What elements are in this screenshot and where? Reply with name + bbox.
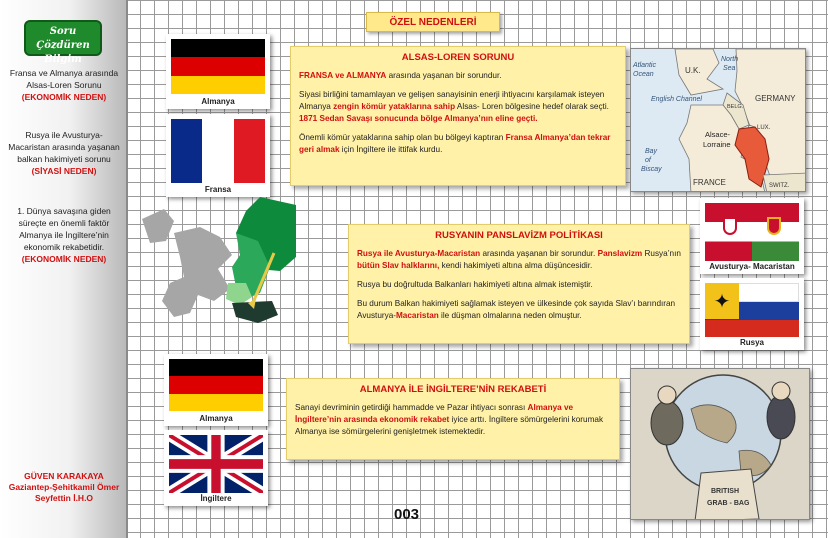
flag-caption-austria-hungary: Avusturya- Macaristan [709,262,795,271]
svg-text:Lorraine: Lorraine [703,140,731,149]
section-alsace-p2: Siyasi birliğini tamamlayan ve gelişen sanayisinin enerji ihtiyacını karşılamak isteyen Almanya zengin kömür yataklarına sahip Alsas- Loren bölgesine hedef olarak seçti. 1871 Sedan Savaşı sonucunda bölge Almanya’nın eline geçti. [299,90,609,123]
flag-card-russia [700,278,804,350]
section-rivalry [286,378,620,460]
section-rivalry-heading: ALMANYA İLE İNGİLTERE’NİN REKABETİ [359,384,547,395]
svg-text:Ocean: Ocean [633,71,654,78]
europe-balkans-map-graphic [140,197,296,337]
political-cartoon [630,368,810,520]
svg-text:BRITISH: BRITISH [711,488,739,495]
svg-text:BELG.: BELG. [727,104,744,110]
author-credit: GÜVEN KARAKAYA Gaziantep-Şehitkamil Ömer Seyfettin İ.H.O [8,471,120,503]
section-panslavism-p3: Bu durum Balkan hakimiyeti sağlamak isteyen ve ülkesinde çok sayıda Slav’ı barındıran Avusturya-Macaristan ile düşman olmalarına neden olmuştur. [357,299,676,320]
flag-caption-russia: Rusya [739,338,764,347]
sidebar-note-alsace-text: Fransa ve Almanya arasında Alsas-Loren Sorunu [9,68,119,90]
svg-text:Biscay: Biscay [641,166,662,173]
flag-caption-france: Fransa [204,185,232,194]
logo-line1: Soru Çözdüren [36,26,90,51]
sidebar [0,0,128,538]
svg-text:SWITZ.: SWITZ. [769,183,790,189]
section-alsace-p3: Önemli kömür yataklarına sahip olan bu bölgeyi kaptıran Fransa Almanya’dan tekrar geri almak için İngiltere ile ittifak kurdu. [299,133,611,154]
sidebar-note-rivalry-reason: (EKONOMİK NEDEN) [21,254,107,264]
svg-text:LUX.: LUX. [757,125,771,131]
svg-text:GRAB - BAG: GRAB - BAG [707,500,750,507]
double-eagle-icon: ✦ [705,283,739,319]
section-alsace-heading: ALSAS-LOREN SORUNU [401,52,515,63]
sidebar-note-rivalry [8,205,120,265]
logo-line2: Bilgim [44,54,82,65]
svg-text:Sea: Sea [723,65,736,72]
germany-flag-icon [169,359,263,411]
flag-card-germany-2 [164,354,268,426]
page-title: ÖZEL NEDENLERİ [366,12,500,32]
flag-caption-germany-1: Almanya [201,97,235,106]
union-jack-flag-icon [169,435,263,493]
russia-flag-icon [705,283,799,337]
alsace-lorraine-map [630,48,806,192]
sidebar-note-balkan-text: Rusya ile Avusturya-Macaristan arasında yaşanan balkan hakimiyeti sorunu [8,130,120,164]
sidebar-note-rivalry-text: 1. Dünya savaşına giden süreçte en önemli faktör Almanya ile İngiltere’nin ekonomik rekabetidir. [17,206,111,252]
flag-card-france [166,114,270,197]
svg-text:North: North [721,56,739,63]
logo [24,20,102,65]
svg-text:FRANCE: FRANCE [693,178,726,187]
sidebar-note-balkan-reason: (SİYASİ NEDEN) [31,166,97,176]
alsace-lorraine-map-graphic [631,49,806,192]
section-alsace-lorraine [290,46,626,186]
section-panslavism-p1: Rusya ile Avusturya-Macaristan arasında yaşanan bir sorundur. Panslavizm Rusya’nın bütün Slav halklarını, kendi hakimiyeti altına alma düşüncesidir. [357,249,681,270]
svg-text:GERMANY: GERMANY [755,94,796,103]
section-alsace-p1: FRANSA ve ALMANYA arasında yaşanan bir sorundur. [299,71,502,80]
svg-text:Atlantic: Atlantic [633,62,656,69]
flag-caption-england: İngiltere [200,494,232,503]
section-panslavism [348,224,690,344]
svg-text:Alsace-: Alsace- [705,130,731,139]
flag-card-germany-1 [166,34,270,109]
flag-card-england [164,430,268,506]
svg-text:of: of [645,157,651,164]
flag-caption-germany-2: Almanya [199,414,233,423]
political-cartoon-graphic [631,369,810,520]
flag-card-austria-hungary [700,198,804,274]
europe-balkans-map [140,197,296,337]
svg-text:Bay: Bay [645,148,658,155]
section-panslavism-p2: Rusya bu doğrultuda Balkanları hakimiyeti altına almak istemiştir. [357,280,593,289]
section-panslavism-heading: RUSYANIN PANSLAVİZM POLİTİKASI [435,230,603,241]
austria-hungary-flag-icon [705,203,799,261]
germany-flag-icon [171,39,265,94]
svg-text:U.K.: U.K. [685,66,701,75]
sidebar-note-balkan [8,129,120,177]
sidebar-note-alsace [8,67,120,103]
svg-text:English Channel: English Channel [651,96,702,103]
page-number: 003 [394,506,420,523]
section-rivalry-p1: Sanayi devriminin getirdiği hammadde ve Pazar ihtiyacı sonrası Almanya ve İngiltere’nin arasında ekonomik rekabet iyice arttı. İngiltere sömürgelerini korumak Almanya ise sömürgelerini genişletmek istemektedir. [295,403,604,436]
france-flag-icon [171,119,265,183]
sidebar-note-alsace-reason: (EKONOMİK NEDEN) [21,92,107,102]
